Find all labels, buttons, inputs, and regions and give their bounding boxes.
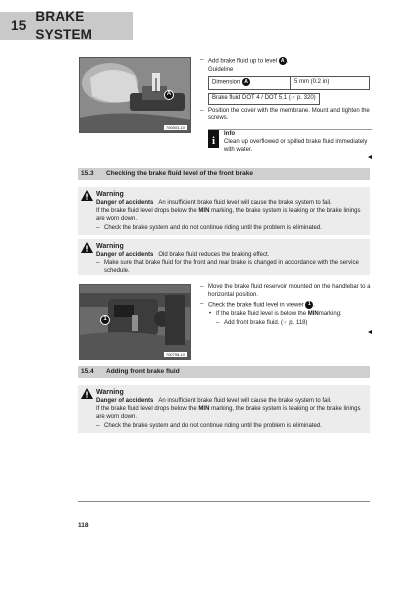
- callout-a-top: A: [164, 90, 174, 100]
- step-move-reservoir: – Move the brake fluid reservoir mounted on the handlebar to a horizontal position.: [200, 284, 371, 298]
- brake-reservoir-photo-middle: [79, 284, 191, 360]
- warning-title: Warning: [96, 191, 124, 198]
- danger-label: Danger of accidents: [96, 398, 154, 405]
- warning-triangle-icon: [81, 242, 93, 253]
- info-icon: i: [208, 130, 219, 148]
- section-number: 15.3: [81, 169, 94, 177]
- warning-box-1: [78, 187, 370, 235]
- chapter-number: 15: [11, 18, 27, 34]
- warning-title: Warning: [96, 389, 124, 396]
- chapter-title: BRAKE SYSTEM: [35, 9, 93, 42]
- condition-line: • If the brake fluid level is below the MINmarking:: [209, 310, 342, 317]
- continue-arrow-icon: [368, 330, 372, 334]
- danger-text: An insufficient brake fluid level will cause the brake system to fail.: [158, 200, 332, 207]
- danger-label: Danger of accidents: [96, 200, 154, 207]
- photo-label-top: 700803-10: [165, 124, 185, 130]
- info-text: Clean up overflowed or spilled brake fluid immediately with water.: [224, 138, 368, 153]
- guideline-label: Guideline: [208, 67, 234, 74]
- chapter-header: [0, 9, 133, 42]
- continue-arrow-icon: [368, 155, 372, 159]
- warning-item: – Check the brake system and do not continue riding until the problem is eliminated.: [96, 423, 322, 430]
- brake-reservoir-photo-top: [79, 57, 191, 133]
- fluid-table: [208, 93, 320, 105]
- ref-a-icon: A: [242, 78, 250, 86]
- photo-label-middle: 700798-10: [165, 351, 185, 357]
- warning-item: – Check the brake system and do not continue riding until the problem is eliminated.: [96, 225, 322, 232]
- ref-1-icon: 1: [305, 301, 313, 309]
- sub-step-add-fluid: – Add front brake fluid. (☞ p. 118): [216, 319, 308, 326]
- section-number: 15.4: [81, 367, 94, 375]
- fluid-spec: Brake fluid DOT 4 / DOT 5.1 (: [212, 94, 291, 101]
- fluid-page-link[interactable]: p. 320): [296, 94, 316, 101]
- footer-divider: [78, 501, 370, 502]
- page-number: 118: [78, 522, 89, 529]
- step-position-cover: – Position the cover with the membrane. Mount and tighten the screws.: [200, 107, 370, 122]
- danger-text: An insufficient brake fluid level will cause the brake system to fail.: [158, 398, 332, 405]
- photo-illustration: [80, 58, 191, 133]
- section-title: Checking the brake fluid level of the front brake: [106, 169, 254, 177]
- dimension-value: 5 mm (0.2 in): [291, 77, 370, 89]
- photo-illustration: [80, 285, 191, 360]
- section-heading-15-3: [78, 168, 370, 180]
- info-title: Info: [224, 131, 235, 138]
- top-instructions: [200, 57, 372, 155]
- danger-label: Danger of accidents: [96, 252, 154, 259]
- ref-a-icon: A: [279, 57, 287, 65]
- warning-title: Warning: [96, 243, 124, 250]
- warning-text: If the brake fluid level drops below the MIN marking, the brake system is leaking or the brake linings are worn down.: [96, 405, 361, 420]
- warning-triangle-icon: [81, 190, 93, 201]
- step-check-level: – Check the brake fluid level in viewer 1 .: [200, 300, 316, 309]
- dimension-table: [208, 76, 370, 89]
- warning-box-2: [78, 239, 370, 275]
- warning-box-3: [78, 385, 370, 433]
- dimension-label: Dimension: [212, 79, 241, 86]
- page-ref-icon: ☞: [283, 319, 288, 326]
- section-heading-15-4: [78, 366, 370, 378]
- sub-page-link[interactable]: p. 118): [289, 319, 308, 326]
- warning-triangle-icon: [81, 388, 93, 399]
- warning-text: If the brake fluid level drops below the MIN marking, the brake system is leaking or the brake linings are worn down.: [96, 207, 361, 222]
- warning-item: – Make sure that brake fluid for the front and rear brake is changed in accordance with the service schedule.: [96, 259, 359, 274]
- danger-text: Old brake fluid reduces the braking effect.: [158, 252, 270, 259]
- step-add-fluid: – Add brake fluid up to level A .: [200, 57, 289, 65]
- page-ref-icon: ☞: [290, 94, 296, 101]
- middle-instructions: [200, 284, 372, 328]
- info-box: [208, 129, 372, 154]
- callout-1-middle: 1: [100, 315, 110, 325]
- section-title: Adding front brake fluid: [106, 367, 180, 375]
